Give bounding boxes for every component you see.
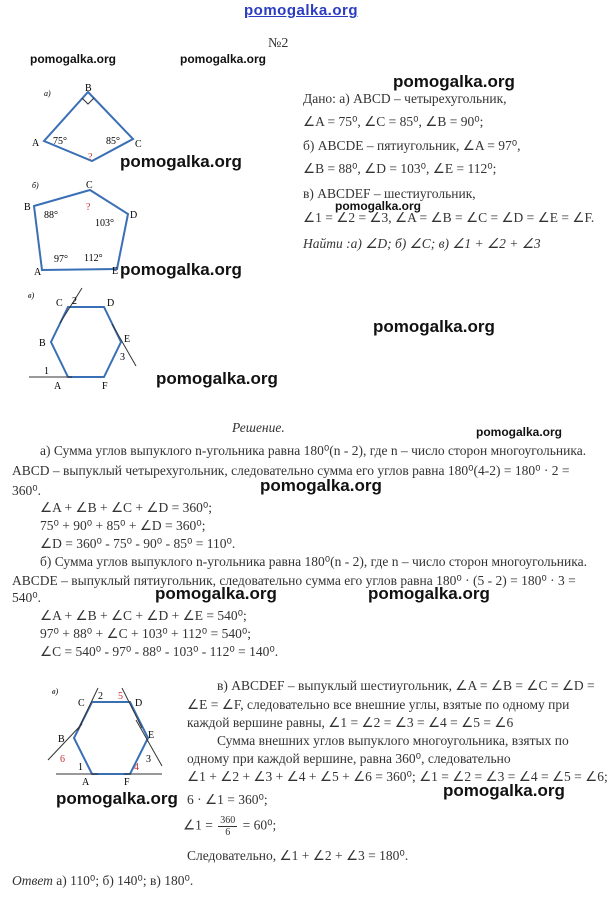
angle-number: 4 (134, 762, 139, 773)
solution-a-line: ∠A + ∠B + ∠C + ∠D = 360⁰; (40, 500, 213, 515)
watermark-label: pomogalka.org (260, 476, 382, 495)
given-line-1: Дано: а) ABCD – четырехугольник, (303, 91, 507, 106)
given-line-4: ∠B = 88⁰, ∠D = 103⁰, ∠E = 112⁰; (303, 161, 497, 176)
vertex-label: D (107, 298, 115, 309)
watermark-label: pomogalka.org (180, 52, 267, 66)
angle-number: 2 (98, 691, 103, 702)
solution-b-line: б) Сумма углов выпуклого n-угольника равна 180⁰(n - 2), где n – число сторон многоугольника. (40, 554, 587, 569)
problem-number: №2 (268, 36, 289, 51)
vertex-label: A (34, 267, 42, 278)
figure-hexagon-exterior (38, 680, 168, 786)
watermark-label: pomogalka.org (393, 72, 515, 91)
answer-label: Ответ (12, 873, 53, 888)
solution-b-line: ∠A + ∠B + ∠C + ∠D + ∠E = 540⁰; (40, 608, 247, 623)
figure-tag: в) (52, 687, 59, 696)
angle-number: 3 (120, 352, 125, 363)
watermark-top[interactable]: pomogalka.org (244, 2, 359, 19)
watermark-label: pomogalka.org (120, 260, 242, 279)
angle-label: 112° (84, 253, 103, 264)
fraction-denominator: 6 (225, 827, 231, 838)
vertex-label: E (124, 334, 131, 345)
vertex-label: E (112, 266, 119, 277)
solution-b-line: 97⁰ + 88⁰ + ∠C + 103⁰ + 112⁰ = 540⁰; (40, 626, 251, 641)
vertex-label: C (86, 180, 93, 191)
vertex-label: B (85, 83, 92, 94)
solution-c-line: Сумма внешних углов выпуклого многоугольника, взятых по (217, 733, 569, 748)
given-line-5: в) ABCDEF – шестиугольник, (303, 186, 476, 201)
vertex-label: F (124, 777, 130, 788)
given-line-7: Найти :а) ∠D; б) ∠C; в) ∠1 + ∠2 + ∠3 (303, 236, 541, 251)
answer-value: а) 110⁰; б) 140⁰; в) 180⁰. (52, 873, 194, 888)
watermark-label: pomogalka.org (155, 584, 277, 603)
vertex-label: C (56, 298, 63, 309)
watermark-label: pomogalka.org (368, 584, 490, 603)
solution-c-fraction-line (183, 815, 276, 838)
fraction-prefix: ∠1 = (183, 817, 217, 833)
solution-a-line: а) Сумма углов выпуклого n-угольника равна 180⁰(n - 2), где n – число сторон многоугольника. (40, 443, 587, 458)
fraction-suffix: = 60⁰; (239, 817, 277, 833)
solution-c-line: 6 · ∠1 = 360⁰; (187, 792, 268, 807)
solution-a-line: ABCD – выпуклый четырехугольник, следовательно сумма его углов равна 180⁰(4-2) = 180⁰ · 2 = (12, 463, 570, 478)
fraction (218, 815, 237, 838)
given-line-6: ∠1 = ∠2 = ∠3, ∠A = ∠B = ∠C = ∠D = ∠E = ∠F. (303, 210, 595, 225)
angle-number: 3 (146, 754, 151, 765)
solution-heading: Решение. (232, 420, 285, 435)
watermark-label: pomogalka.org (335, 199, 422, 213)
solution-b-line: 540⁰. (12, 590, 42, 605)
fraction-numerator: 360 (220, 815, 236, 826)
vertex-label: D (130, 210, 138, 221)
watermark-label: pomogalka.org (443, 781, 565, 800)
solution-c-line: ∠1 + ∠2 + ∠3 + ∠4 + ∠5 + ∠6 = 360⁰; ∠1 = ∠2 = ∠3 = ∠4 = ∠5 = ∠6; (187, 769, 608, 784)
angle-number: 1 (78, 762, 83, 773)
figure-tag: б) (32, 181, 39, 190)
angle-label: 75° (53, 136, 67, 147)
solution-a-line: ∠D = 360⁰ - 75⁰ - 90⁰ - 85⁰ = 110⁰. (40, 536, 236, 551)
solution-c-line: в) ABCDEF – выпуклый шестиугольник, ∠A = ∠B = ∠C = ∠D = (217, 678, 595, 693)
solution-a-line: 75⁰ + 90⁰ + 85⁰ + ∠D = 360⁰; (40, 518, 206, 533)
given-line-2: ∠A = 75⁰, ∠C = 85⁰, ∠B = 90⁰; (303, 114, 484, 129)
watermark-label: pomogalka.org (30, 52, 117, 66)
unknown-angle: ? (86, 202, 91, 213)
watermark-label: pomogalka.org (156, 369, 278, 388)
vertex-label: A (54, 381, 62, 392)
figure-tag: а) (44, 89, 51, 98)
vertex-label: B (24, 202, 31, 213)
angle-number: 6 (60, 754, 65, 765)
unknown-angle: ? (88, 152, 93, 163)
vertex-label: B (39, 338, 46, 349)
answer-line (12, 873, 193, 889)
angle-label: 88° (44, 210, 58, 221)
angle-label: 97° (54, 254, 68, 265)
given-line-3: б) ABCDE – пятиугольник, ∠A = 97⁰, (303, 138, 521, 153)
figure-tag: в) (28, 291, 35, 300)
vertex-label: E (148, 730, 155, 741)
watermark-label: pomogalka.org (476, 425, 563, 439)
solution-c-line: одному при каждой вершине, равна 360⁰, следовательно (187, 751, 511, 766)
angle-number: 2 (72, 296, 77, 307)
watermark-label: pomogalka.org (373, 317, 495, 336)
vertex-label: A (82, 777, 90, 788)
solution-a-line: 360⁰. (12, 483, 42, 498)
vertex-label: B (58, 734, 65, 745)
vertex-label: C (135, 139, 142, 150)
angle-number: 1 (44, 366, 49, 377)
vertex-label: A (32, 138, 40, 149)
figure-hexagon (24, 288, 154, 393)
solution-b-line: ∠C = 540⁰ - 97⁰ - 88⁰ - 103⁰ - 112⁰ = 140⁰. (40, 644, 279, 659)
angle-label: 103° (95, 218, 114, 229)
vertex-label: C (78, 698, 85, 709)
vertex-label: D (135, 698, 143, 709)
solution-c-line: каждой вершине равны, ∠1 = ∠2 = ∠3 = ∠4 = ∠5 = ∠6 (187, 715, 514, 730)
solution-b-line: ABCDE – выпуклый пятиугольник, следовательно сумма его углов равна 180⁰ · (5 - 2) = 180⁰ · 3 = (12, 573, 576, 588)
watermark-label: pomogalka.org (120, 152, 242, 171)
solution-c-line: ∠E = ∠F, следовательно все внешние углы, взятые по одному при (187, 697, 570, 712)
watermark-label: pomogalka.org (56, 789, 178, 808)
angle-number: 5 (118, 691, 123, 702)
angle-label: 85° (106, 136, 120, 147)
solution-c-line: Следовательно, ∠1 + ∠2 + ∠3 = 180⁰. (187, 848, 409, 863)
vertex-label: F (102, 381, 108, 392)
